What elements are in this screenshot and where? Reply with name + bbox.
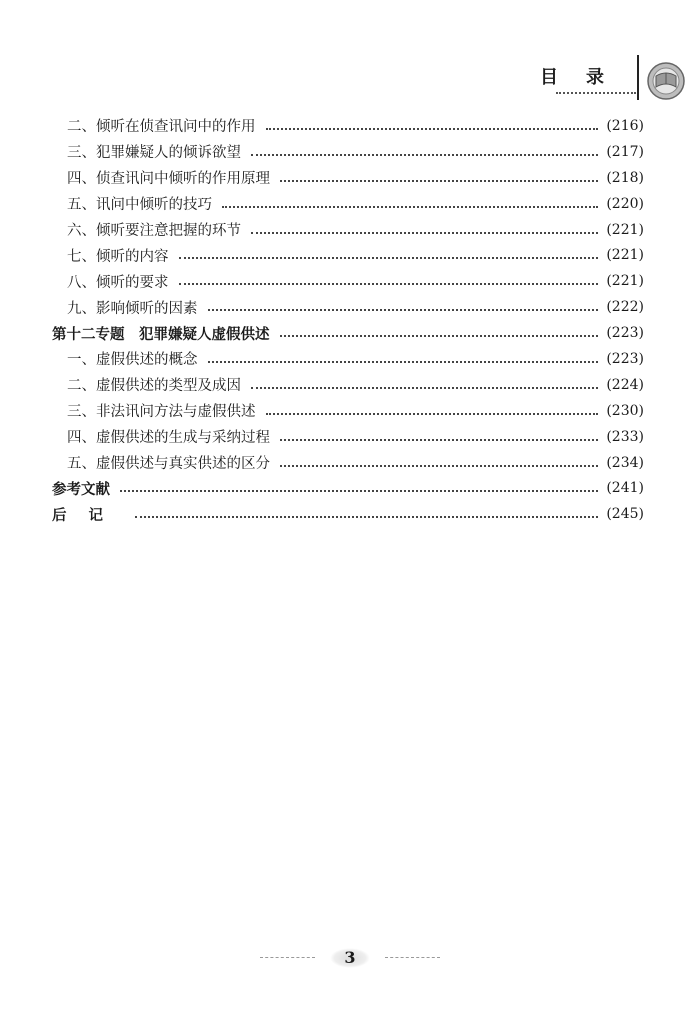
dot-leader	[135, 516, 598, 518]
header-dotted-rule	[556, 92, 636, 94]
toc-entry-title: 七、倾听的内容	[67, 248, 169, 265]
table-of-contents	[52, 113, 644, 527]
toc-entry-title: 六、倾听要注意把握的环节	[67, 223, 241, 239]
dot-leader	[280, 465, 598, 467]
toc-entry-page: (233)	[606, 428, 644, 445]
toc-chapter-entry	[52, 501, 644, 527]
page-footer	[260, 948, 440, 968]
dot-leader	[222, 206, 598, 208]
toc-entry-title: 四、虚假供述的生成与采纳过程	[67, 430, 270, 447]
toc-entry	[52, 398, 644, 424]
dot-leader	[280, 180, 598, 182]
toc-entry-title: 三、非法讯问方法与虚假供述	[67, 404, 256, 421]
toc-entry-page: (224)	[606, 376, 644, 393]
toc-entry-page: (216)	[606, 117, 644, 134]
toc-entry-title: 八、倾听的要求	[67, 274, 169, 291]
toc-entry-page: (221)	[606, 247, 644, 264]
toc-chapter-entry	[52, 475, 644, 501]
page-number: 3	[330, 948, 370, 968]
toc-entry	[52, 242, 644, 268]
toc-entry	[52, 294, 644, 320]
toc-entry-page: (218)	[606, 169, 644, 186]
toc-entry-title: 四、侦查讯问中倾听的作用原理	[67, 171, 270, 188]
toc-entry	[52, 217, 644, 243]
toc-entry-title: 后记	[52, 507, 125, 524]
toc-entry	[52, 424, 644, 450]
dot-leader	[251, 232, 598, 234]
toc-entry-page: (220)	[606, 195, 644, 212]
dot-leader	[208, 361, 599, 363]
toc-entry-page: (223)	[606, 350, 644, 367]
toc-entry	[52, 113, 644, 139]
footer-left-rule	[260, 957, 315, 958]
toc-entry	[52, 191, 644, 217]
footer-right-rule	[385, 957, 440, 958]
toc-entry-page: (241)	[606, 480, 644, 497]
dot-leader	[266, 413, 599, 415]
toc-entry-page: (221)	[606, 273, 644, 290]
toc-entry-title: 三、犯罪嫌疑人的倾诉欲望	[67, 145, 241, 162]
toc-entry-title: 五、虚假供述与真实供述的区分	[67, 456, 270, 473]
toc-entry-title: 一、虚假供述的概念	[67, 352, 198, 369]
toc-entry-page: (230)	[606, 402, 644, 419]
toc-entry-title: 五、讯问中倾听的技巧	[67, 197, 212, 214]
dot-leader	[266, 128, 599, 130]
toc-entry	[52, 165, 644, 191]
dot-leader	[179, 283, 599, 285]
toc-entry	[52, 346, 644, 372]
dot-leader	[208, 309, 599, 311]
dot-leader	[280, 335, 599, 337]
toc-entry-page: (217)	[606, 143, 644, 160]
toc-chapter-entry	[52, 320, 644, 346]
toc-entry-page: (221)	[606, 221, 644, 238]
toc-entry-page: (223)	[606, 325, 644, 342]
toc-entry-page: (245)	[606, 506, 644, 523]
toc-entry-title: 第十二专题 犯罪嫌疑人虚假供述	[52, 326, 270, 343]
toc-entry	[52, 268, 644, 294]
toc-entry	[52, 139, 644, 165]
toc-entry	[52, 372, 644, 398]
header-vertical-rule	[637, 55, 639, 100]
toc-entry-title: 参考文献	[52, 481, 110, 498]
toc-entry-title: 九、影响倾听的因素	[67, 300, 198, 317]
dot-leader	[251, 154, 598, 156]
book-emblem-icon	[645, 60, 687, 102]
dot-leader	[280, 439, 598, 441]
toc-entry	[52, 450, 644, 476]
dot-leader	[179, 257, 599, 259]
toc-entry-page: (234)	[606, 454, 644, 471]
dot-leader	[251, 387, 598, 389]
toc-entry-page: (222)	[606, 299, 644, 316]
page-title: 目录	[540, 67, 632, 88]
dot-leader	[120, 490, 598, 492]
toc-entry-title: 二、倾听在侦查讯问中的作用	[67, 119, 256, 136]
toc-entry-title: 二、虚假供述的类型及成因	[67, 378, 241, 395]
